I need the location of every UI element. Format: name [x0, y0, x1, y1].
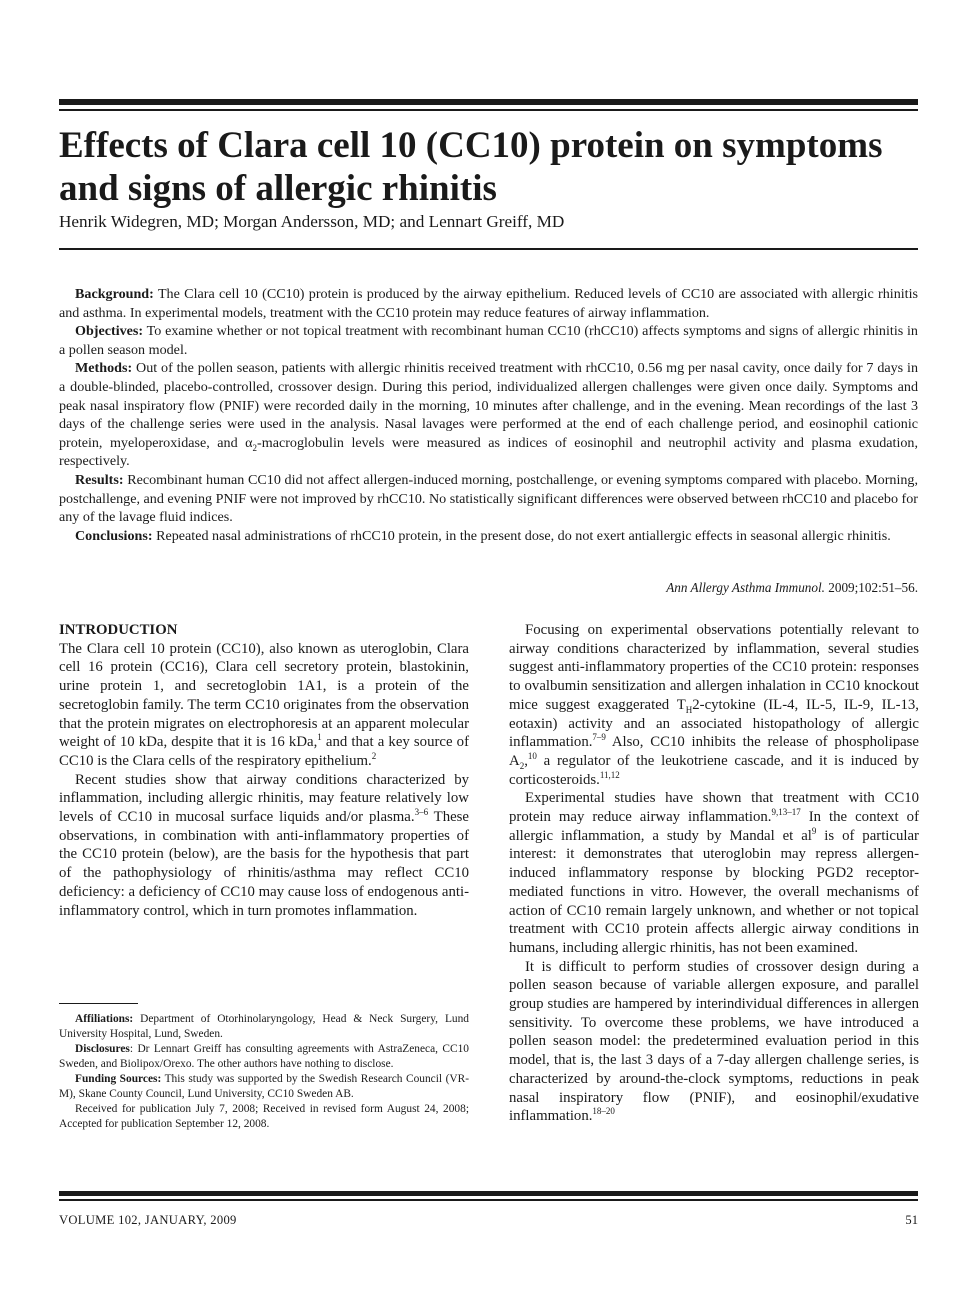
abstract-methods-text-end: -macroglobulin levels were measured as indices of eosinophil and neutrophil activity and plasma exudation, respectively.: [59, 434, 918, 470]
body-p2-text: Experimental studies have shown that treatment with CC10 protein may reduce airway inflammation.: [509, 790, 919, 826]
intro-p1-text: The Clara cell 10 protein (CC10), also known as uteroglobin, Clara cell 16 protein (CC16), Clara cell secretory protein, blastokinin, urine protein 1, and secretoglobin 1A1, is a protein of the secretoglobin family. The term CC10 originates from the observation that the protein migrates on electrophoresis at an apparent molecular weight of 10 kDa, despite that it is 16 kDa,: [59, 640, 469, 751]
reference-marker: 3–6: [414, 807, 429, 818]
abstract-methods-label: Methods:: [75, 360, 133, 377]
citation-journal: Ann Allergy Asthma Immunol.: [666, 580, 825, 595]
article-authors: Henrik Widegren, MD; Morgan Andersson, MD; and Lennart Greiff, MD: [59, 212, 565, 231]
page-number: 51: [905, 1213, 918, 1227]
bottom-rule-thick: [59, 1191, 918, 1196]
body-p1-text-c: Also, CC10 inhibits the release of phospholipase A: [509, 734, 919, 769]
abstract-conclusions-text: Repeated nasal administrations of rhCC10 protein, in the present dose, do not exert antiallergic effects in seasonal allergic rhinitis.: [156, 527, 891, 544]
top-rule-thick: [59, 99, 918, 105]
footer-volume: VOLUME 102, JANUARY, 2009: [59, 1213, 237, 1227]
footnote-funding: [59, 1072, 469, 1102]
reference-marker: 18–20: [592, 1106, 615, 1117]
alpha-symbol: α: [245, 434, 253, 451]
abstract-methods: [59, 359, 918, 471]
footnote-affiliations-label: Affiliations:: [75, 1013, 134, 1025]
left-column: [59, 621, 469, 920]
footnotes: [59, 1012, 469, 1132]
abstract-objectives: [59, 322, 918, 359]
body-p1-text: Focusing on experimental observations potentially relevant to airway conditions characterized by inflammation, several studies suggest anti-inflammatory properties of the CC10 protein: responses to ovalbumin sensitization and allergen inhalation in CC10 knockout mice suggest exaggerated T: [509, 622, 919, 713]
body-p1-text-d: ,: [524, 752, 528, 769]
intro-p1-text-cont: and that a key source of CC10 is the Clara cells of the respiratory epithelium.: [59, 734, 469, 769]
abstract-objectives-text: To examine whether or not topical treatment with recombinant human CC10 (rhCC10) affects symptoms and signs of allergic rhinitis in a pollen season model.: [59, 323, 918, 358]
reference-marker: 2: [371, 751, 377, 761]
footnote-affiliations: [59, 1012, 469, 1042]
intro-paragraph-2: [59, 771, 469, 921]
intro-paragraph-1: [59, 640, 469, 771]
reference-marker: 1: [317, 732, 322, 743]
body-paragraph-2: [509, 789, 919, 957]
footnote-disclosures: [59, 1042, 469, 1072]
citation-details: 2009;102:51–56.: [824, 580, 918, 595]
reference-marker: 7–9: [592, 732, 606, 743]
reference-marker: 11,12: [599, 769, 620, 780]
bottom-rule-thin: [59, 1199, 918, 1201]
body-p1-text-e: a regulator of the leukotriene cascade, and it is induced by corticosteroids.: [509, 752, 919, 788]
a2-subscript: 2: [519, 760, 525, 771]
article-title: Effects of Clara cell 10 (CC10) protein on symptoms and signs of allergic rhinitis: [59, 125, 883, 209]
abstract-background-text: The Clara cell 10 (CC10) protein is produced by the airway epithelium. Reduced levels of CC10 are associated with allergic rhinitis and asthma. In experimental models, treatment with the CC10 protein may reduce features of airway inflammation.: [59, 286, 918, 321]
abstract-methods-text: Out of the pollen season, patients with allergic rhinitis received treatment with rhCC10, 0.56 mg per nasal cavity, once daily for 7 days in a double-blinded, placebo-controlled, crossover design. During this period, individualized allergen challenges were given once daily. Symptoms and peak nasal inspiratory flow (PNIF) were recorded daily in the morning, 10 minutes after challenge, and in the evening. Mean recordings of the last 3 days of the challenge series were used in the analysis. Nasal lavages were performed at the end of each challenge period, and eosinophil cationic protein, myeloperoxidase, and: [59, 360, 918, 451]
body-p3-text: It is difficult to perform studies of crossover design during a pollen season because of variable allergen exposure, and parallel group studies are hampered by interindividual differences in allergen sensitivity. To overcome these problems, we have introduced a pollen season model: the predetermined evaluation period in this model, that is, the last 3 days of a 7-day allergen challenge series, is characterized by around-the-clock symptoms, reductions in peak nasal inspiratory flow (PNIF), and eosinophil/exudative inflammation.: [509, 958, 919, 1125]
body-p1-text-b: 2-cytokine (IL-4, IL-5, IL-9, IL-13, eotaxin) activity and an associated histopathology of allergic inflammation.: [509, 696, 919, 751]
intro-p2-text-cont: These observations, in combination with anti-inflammatory properties of the CC10 protein (below), are the basis for the hypothesis that part of the pathophysiology of rhinitis/asthma may reflect CC10 deficiency: a deficiency of CC10 may cause loss of endogenous anti-inflammatory control, which in turn promotes inflammation.: [59, 809, 469, 919]
alpha-subscript: 2: [252, 442, 258, 453]
abstract-results: [59, 471, 918, 527]
abstract-results-label: Results:: [75, 471, 124, 488]
body-p2-text-b: In the context of allergic inflammation, a study by Mandal et al: [509, 809, 919, 844]
footnote-affiliations-text: Department of Otorhinolaryngology, Head & Neck Surgery, Lund University Hospital, Lund, Sweden.: [59, 1013, 469, 1040]
abstract-conclusions-label: Conclusions:: [75, 527, 153, 544]
reference-marker: 9,13–17: [771, 807, 801, 818]
body-paragraph-3: [509, 958, 919, 1126]
header-divider: [59, 248, 918, 250]
abstract: [59, 285, 918, 545]
abstract-objectives-label: Objectives:: [75, 323, 144, 340]
right-column: [509, 621, 919, 1126]
abstract-background-label: Background:: [75, 286, 154, 302]
abstract-conclusions: [59, 527, 918, 546]
footnote-funding-text: This study was supported by the Swedish Research Council (VR-M), Skane County Council, Lund University, CC10 Sweden AB.: [59, 1073, 469, 1100]
reference-marker: 10: [527, 751, 537, 761]
footnote-rule: [59, 1003, 138, 1004]
footnote-disclosures-text: : Dr Lennart Greiff has consulting agreements with AstraZeneca, CC10 Sweden, and Biolipox/Orexo. The other authors have nothing to disclose.: [59, 1043, 469, 1070]
body-paragraph-1: [509, 621, 919, 789]
abstract-background: [59, 285, 918, 322]
intro-p2-text: Recent studies show that airway conditions characterized by inflammation, including allergic rhinitis, may feature relatively low levels of CC10 in mucosal surface liquids and/or plasma.: [59, 771, 469, 826]
footnote-received: Received for publication July 7, 2008; Received in revised form August 24, 2008; Accepted for publication September 12, 2008.: [59, 1103, 469, 1130]
citation: [666, 579, 918, 597]
reference-marker: 9: [811, 825, 817, 836]
top-rule-thin: [59, 109, 918, 111]
section-heading-introduction: INTRODUCTION: [59, 622, 178, 638]
footnote-disclosures-label: Disclosures: [75, 1043, 130, 1055]
th-subscript: H: [685, 704, 693, 715]
abstract-results-text: Recombinant human CC10 did not affect allergen-induced morning, postchallenge, or evening symptoms compared with placebo. Morning, postchallenge, and evening PNIF were not improved by rhCC10. No statistically significant differences were observed between rhCC10 and placebo for any of the lavage fluid indices.: [59, 471, 918, 526]
body-p2-text-c: is of particular interest: it demonstrates that uteroglobin may repress allergen-induced inflammatory response by blocking PGD2 receptor-mediated functions in vitro. However, the overall mechanisms of action of CC10 remain largely unknown, and whether or not topical treatment with CC10 protein affects allergic airway conditions in humans, including allergic rhinitis, has not been examined.: [509, 827, 919, 956]
footnote-funding-label: Funding Sources:: [75, 1073, 162, 1085]
